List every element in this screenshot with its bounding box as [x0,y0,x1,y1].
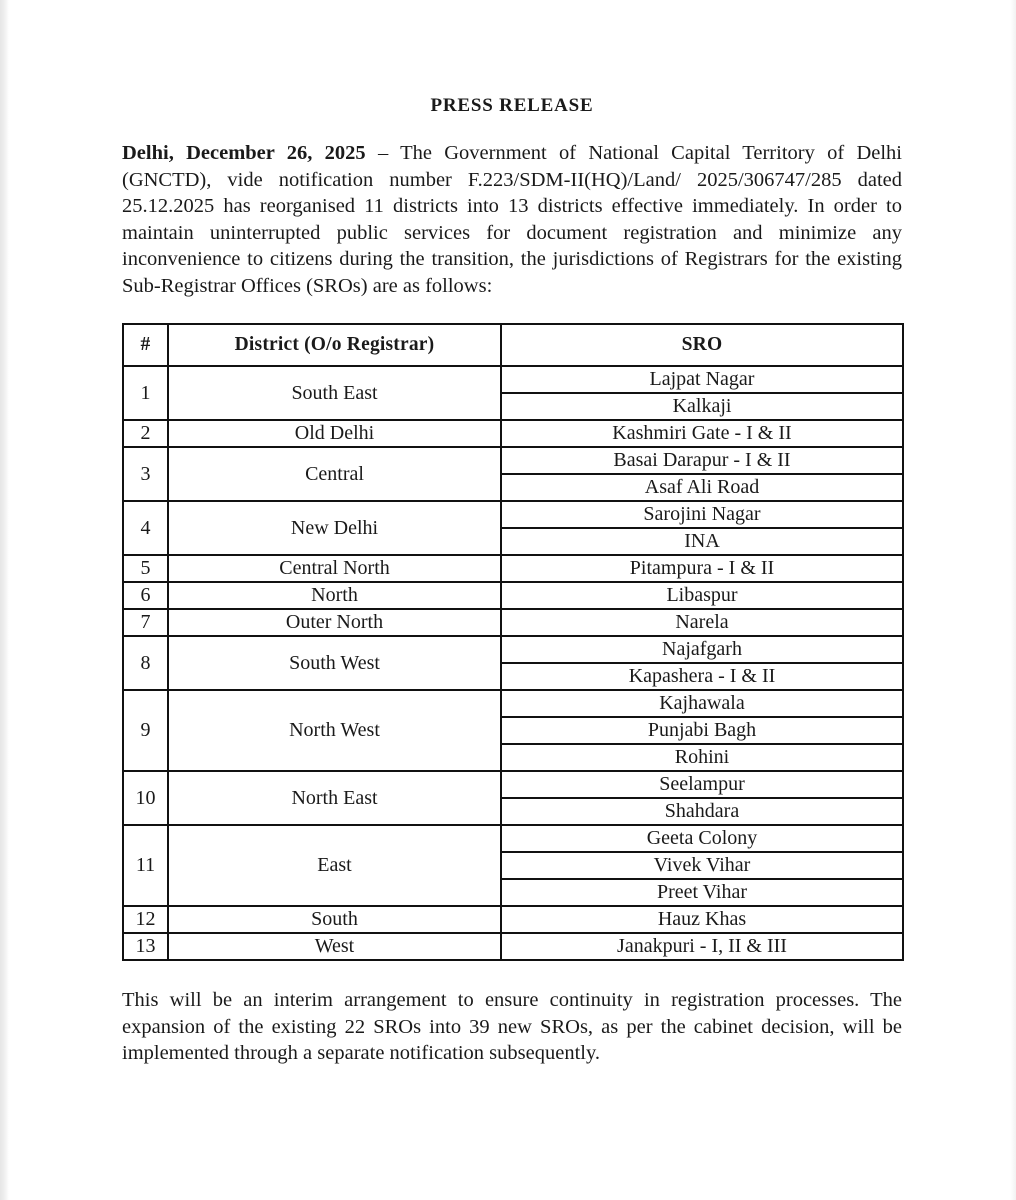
cell-row-number: 10 [123,771,168,825]
sro-entry: Kapashera - I & II [628,665,776,687]
cell-row-number: 2 [123,420,168,447]
cell-row-number: 13 [123,933,168,960]
sro-entry: Narela [675,611,729,633]
cell-district: New Delhi [168,501,501,555]
table-row [123,501,903,555]
cell-district: Central North [168,555,501,582]
cell-row-number: 12 [123,906,168,933]
table-row [123,906,903,933]
table-row [123,420,903,447]
cell-sro-group [501,447,903,501]
cell-row-number: 11 [123,825,168,906]
table-row [123,690,903,771]
cell-sro-group [501,690,903,771]
sro-entry: Janakpuri - I, II & III [617,935,787,957]
sro-entry: Asaf Ali Road [644,476,760,498]
sro-entry: INA [684,530,720,552]
sro-entry: Geeta Colony [502,826,902,853]
cell-row-number: 8 [123,636,168,690]
sro-entry: Preet Vihar [656,881,748,903]
cell-row-number: 5 [123,555,168,582]
cell-row-number: 1 [123,366,168,420]
table-body [123,366,903,960]
sro-entry: Shahdara [664,800,740,822]
sro-entry: Kajhawala [502,691,902,718]
sro-entry: Lajpat Nagar [502,367,902,394]
cell-row-number: 3 [123,447,168,501]
cell-row-number: 6 [123,582,168,609]
column-header-sro: SRO [501,324,903,366]
table-row [123,582,903,609]
cell-sro-group [501,771,903,825]
sro-entry: Vivek Vihar [502,853,902,880]
cell-district: North West [168,690,501,771]
cell-row-number: 9 [123,690,168,771]
cell-district: East [168,825,501,906]
sro-entry: Basai Darapur - I & II [502,448,902,475]
cell-district: West [168,933,501,960]
table-row [123,609,903,636]
sro-entry: Kalkaji [672,395,732,417]
cell-district: North [168,582,501,609]
cell-district: South West [168,636,501,690]
page-edge-left-shadow [0,0,9,1200]
sro-entry: Punjabi Bagh [502,718,902,745]
cell-sro-group [501,420,903,447]
table-header-row [123,324,903,366]
cell-sro-group [501,933,903,960]
intro-body: – The Government of National Capital Territory of Delhi (GNCTD), vide notification number F.223/SDM-II(HQ)/Land/ 2025/306747/285 dated 25.12.2025 has reorganised 11 districts into 13 districts effective immediately. In order to maintain uninterrupted public services for document registration and minimize any inconvenience to citizens during the transition, the jurisdictions of Registrars for the existing Sub-Registrar Offices (SROs) are as follows: [122,142,903,297]
page-edge-right-shadow [1010,0,1016,1200]
table-row [123,447,903,501]
cell-district: South East [168,366,501,420]
cell-district: Central [168,447,501,501]
cell-district: Outer North [168,609,501,636]
cell-district: South [168,906,501,933]
page-title: PRESS RELEASE [430,95,594,116]
intro-lead-in: Delhi, December 26, 2025 [122,142,366,164]
column-header-district: District (O/o Registrar) [168,324,501,366]
cell-sro-group [501,609,903,636]
table-row [123,933,903,960]
cell-row-number: 7 [123,609,168,636]
cell-district: North East [168,771,501,825]
jurisdiction-table [122,323,904,961]
sro-entry: Najafgarh [502,637,902,664]
intro-paragraph [122,117,902,299]
sro-entry: Seelampur [502,772,902,799]
table-row [123,825,903,906]
cell-sro-group [501,825,903,906]
sro-entry: Pitampura - I & II [629,557,775,579]
column-header-number: # [123,324,168,366]
outro-paragraph: This will be an interim arrangement to ensure continuity in registration processes. The expansion of the existing 22 SROs into 39 new SROs, as per the cabinet decision, will be implemented through a separate notification subsequently. [122,989,902,1064]
cell-sro-group [501,582,903,609]
table-row [123,636,903,690]
cell-sro-group [501,555,903,582]
sro-entry: Kashmiri Gate - I & II [612,422,792,444]
cell-sro-group [501,636,903,690]
table-row [123,771,903,825]
sro-entry: Libaspur [666,584,738,606]
table-row [123,366,903,420]
cell-sro-group [501,906,903,933]
cell-sro-group [501,366,903,420]
document-sheet [122,0,902,1067]
cell-row-number: 4 [123,501,168,555]
sro-entry: Rohini [674,746,730,768]
sro-entry: Sarojini Nagar [502,502,902,529]
cell-district: Old Delhi [168,420,501,447]
table-row [123,555,903,582]
sro-entry: Hauz Khas [657,908,747,930]
cell-sro-group [501,501,903,555]
